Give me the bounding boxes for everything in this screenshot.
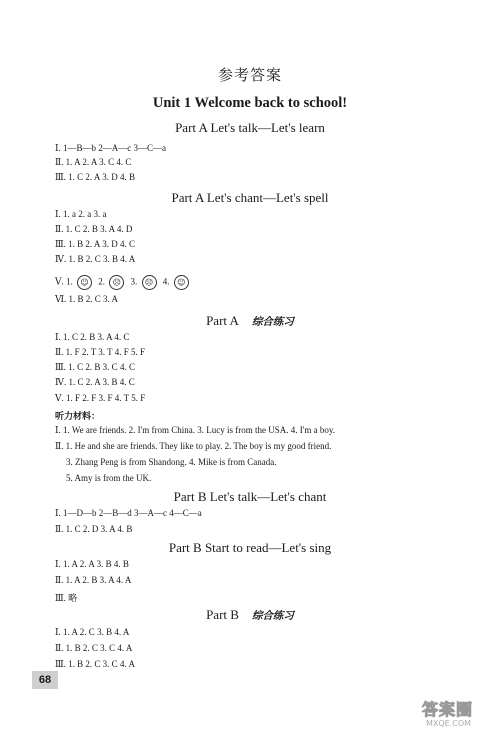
answer-line: Ⅳ. 1. B 2. C 3. B 4. A — [55, 254, 136, 264]
unit-heading: Unit 1 Welcome back to school! — [152, 95, 348, 111]
answer-line: Ⅲ. 略 — [55, 593, 78, 603]
answer-line: Ⅲ. 1. B 2. A 3. D 4. C — [55, 239, 135, 249]
answer-line: Ⅱ. 1. A 2. B 3. A 4. A — [55, 575, 132, 585]
answer-line: Ⅴ. 1. F 2. F 3. F 4. T 5. F — [55, 393, 146, 403]
listening-line: Ⅰ. 1. We are friends. 2. I'm from China. 3. Lucy is from the USA. 4. I'm a boy. — [55, 425, 336, 435]
watermark-logo — [422, 697, 494, 733]
sad-face-icon: ☹ — [142, 275, 157, 290]
section-heading-part: Part B — [206, 607, 239, 622]
answer-line: Ⅱ. 1. C 2. D 3. A 4. B — [55, 524, 133, 534]
answer-line: Ⅲ. 1. B 2. C 3. C 4. A — [55, 659, 135, 669]
answer-line: Ⅰ. 1—D—b 2—B—d 3—A—c 4—C—a — [55, 508, 202, 518]
listening-line: Ⅱ. 1. He and she are friends. They like to play. 2. The boy is my good friend. — [55, 441, 332, 451]
listening-line: 5. Amy is from the UK. — [66, 473, 152, 483]
answer-line: Ⅰ. 1. A 2. C 3. B 4. A — [55, 627, 130, 637]
faces-num: 4. — [162, 276, 170, 287]
smiley-face-icon: ☺ — [174, 275, 189, 290]
faces-prefix: Ⅴ. 1. — [55, 276, 73, 287]
answer-line: Ⅱ. 1. F 2. T 3. T 4. F 5. F — [55, 347, 145, 357]
page-number: 68 — [32, 671, 58, 689]
answer-line: Ⅰ. 1—B—b 2—A—c 3—C—a — [55, 143, 167, 153]
answer-line: Ⅱ. 1. B 2. C 3. C 4. A — [55, 643, 133, 653]
answer-line: Ⅱ. 1. A 2. A 3. C 4. C — [55, 157, 132, 167]
smiley-face-icon: ☺ — [77, 275, 92, 290]
watermark-url: MXQE.COM — [426, 719, 472, 728]
answer-line: Ⅳ. 1. C 2. A 3. B 4. C — [55, 377, 135, 387]
page-title: 参考答案 — [217, 66, 282, 84]
answer-line: Ⅰ. 1. A 2. A 3. B 4. B — [55, 559, 129, 569]
faces-num: 2. — [98, 276, 105, 287]
section-heading — [0, 313, 500, 329]
section-heading: Part B Let's talk—Let's chant — [173, 489, 327, 504]
faces-num: 3. — [130, 276, 138, 287]
section-heading: Part B Start to read—Let's sing — [168, 540, 332, 555]
answer-line: Ⅱ. 1. C 2. B 3. A 4. D — [55, 224, 133, 234]
section-heading-zh: 综合练习 — [251, 610, 294, 622]
answer-line: Ⅵ. 1. B 2. C 3. A — [55, 294, 119, 304]
watermark-text: 答案圈 — [422, 700, 474, 719]
answer-line: Ⅰ. 1. C 2. B 3. A 4. C — [55, 332, 130, 342]
section-heading: Part A Let's chant—Let's spell — [171, 190, 329, 205]
section-heading — [0, 607, 500, 623]
sad-face-icon: ☹ — [109, 275, 124, 290]
faces-answer-line — [55, 275, 193, 290]
section-heading: Part A Let's talk—Let's learn — [175, 120, 325, 135]
answer-line: Ⅲ. 1. C 2. B 3. C 4. C — [55, 362, 135, 372]
answer-line: Ⅰ. 1. a 2. a 3. a — [55, 209, 107, 219]
section-heading-part: Part A — [206, 313, 239, 328]
listening-line: 3. Zhang Peng is from Shandong. 4. Mike is from Canada. — [66, 457, 277, 467]
listening-label: 听力材料： — [55, 412, 101, 422]
answer-line: Ⅲ. 1. C 2. A 3. D 4. B — [55, 172, 135, 182]
section-heading-zh: 综合练习 — [251, 316, 294, 328]
